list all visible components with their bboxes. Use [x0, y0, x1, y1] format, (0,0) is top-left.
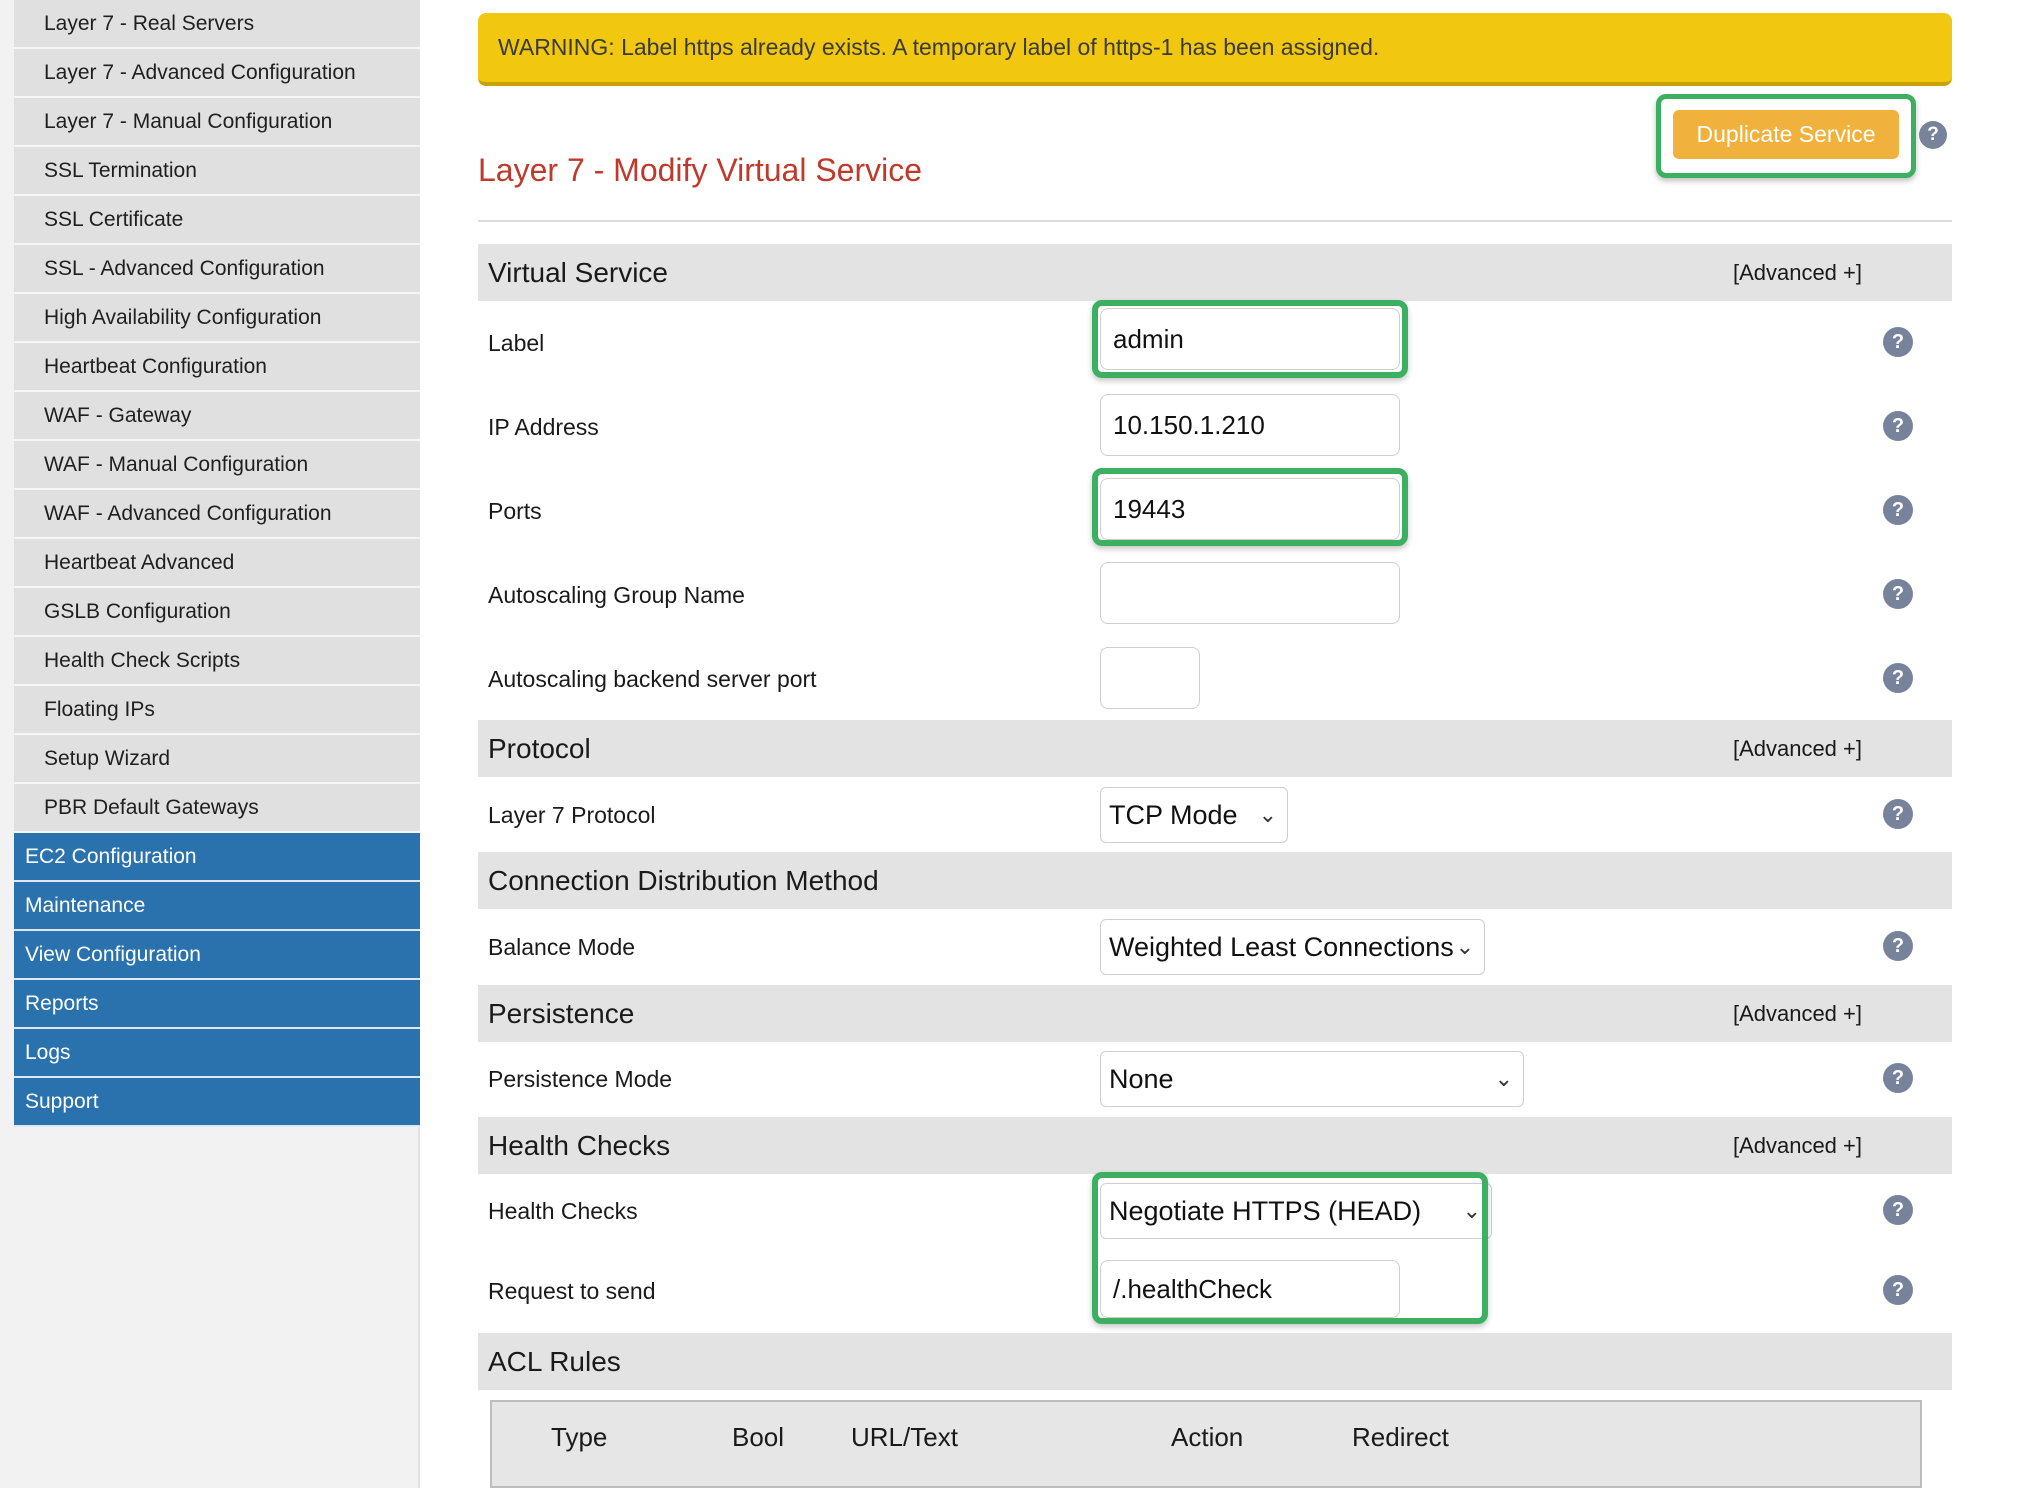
nav-item-waf-manual-configuration[interactable]: WAF - Manual Configuration: [14, 441, 420, 490]
nav-item-ssl-advanced-configuration[interactable]: SSL - Advanced Configuration: [14, 245, 420, 294]
section-protocol: [478, 720, 1952, 777]
duplicate-highlight: [1656, 94, 1916, 178]
section-acl-rules: [478, 1333, 1952, 1390]
balance-mode-label: Balance Mode: [488, 934, 636, 960]
nav-item-logs[interactable]: Logs: [14, 1029, 420, 1078]
request-to-send-label: Request to send: [488, 1278, 656, 1304]
section-title-persistence: Persistence: [488, 997, 635, 1029]
warning-banner: WARNING: Label https already exists. A temporary label of https-1 has been assigned.: [478, 13, 1952, 86]
autoscaling-group-name-help-icon[interactable]: ?: [1883, 579, 1913, 609]
title-divider: [478, 220, 1952, 222]
nav-item-layer7-advanced-configuration[interactable]: Layer 7 - Advanced Configuration: [14, 49, 420, 98]
ip-address-help-icon[interactable]: ?: [1883, 411, 1913, 441]
layer7-protocol-select[interactable]: [1100, 787, 1288, 843]
ports-input[interactable]: 19443: [1100, 478, 1400, 540]
autoscaling-group-name-label: Autoscaling Group Name: [488, 582, 745, 608]
ip-address-input[interactable]: 10.150.1.210: [1100, 394, 1400, 456]
persistence-mode-value: None: [1109, 1063, 1174, 1094]
health-checks-help-icon[interactable]: ?: [1883, 1195, 1913, 1225]
duplicate-help-icon[interactable]: ?: [1919, 121, 1947, 149]
persistence-mode-help-icon[interactable]: ?: [1883, 1063, 1913, 1093]
acl-column-action: Action: [1171, 1422, 1244, 1452]
chevron-down-icon: ⌄: [1455, 934, 1474, 959]
request-to-send-input[interactable]: /.healthCheck: [1100, 1260, 1400, 1318]
section-title-connection-distribution: Connection Distribution Method: [488, 864, 879, 896]
section-connection-distribution: [478, 852, 1952, 909]
acl-column-url-text: URL/Text: [851, 1422, 958, 1452]
chevron-down-icon: ⌄: [1494, 1066, 1513, 1091]
chevron-down-icon: ⌄: [1462, 1198, 1481, 1223]
nav-item-heartbeat-configuration[interactable]: Heartbeat Configuration: [14, 343, 420, 392]
health-checks-value: Negotiate HTTPS (HEAD): [1109, 1195, 1422, 1226]
nav-item-floating-ips[interactable]: Floating IPs: [14, 686, 420, 735]
nav-item-health-check-scripts[interactable]: Health Check Scripts: [14, 637, 420, 686]
autoscaling-port-input[interactable]: [1100, 647, 1200, 709]
ip-address-label: IP Address: [488, 414, 599, 440]
advanced-toggle-virtual-service[interactable]: [Advanced +]: [1732, 259, 1862, 285]
persistence-mode-label: Persistence Mode: [488, 1066, 673, 1092]
nav-item-pbr-default-gateways[interactable]: PBR Default Gateways: [14, 784, 420, 833]
label-help-icon[interactable]: ?: [1883, 327, 1913, 357]
advanced-toggle-protocol[interactable]: [Advanced +]: [1732, 735, 1862, 761]
duplicate-service-button[interactable]: Duplicate Service: [1673, 110, 1899, 159]
layer7-protocol-help-icon[interactable]: ?: [1883, 799, 1913, 829]
section-virtual-service: [478, 244, 1952, 301]
health-checks-select[interactable]: [1100, 1183, 1492, 1239]
ports-label: Ports: [488, 498, 542, 524]
section-title-acl-rules: ACL Rules: [488, 1345, 621, 1377]
nav-item-view-configuration[interactable]: View Configuration: [14, 931, 420, 980]
layer7-protocol-value: TCP Mode: [1109, 799, 1238, 830]
section-title-health-checks: Health Checks: [488, 1129, 671, 1161]
nav-item-waf-advanced-configuration[interactable]: WAF - Advanced Configuration: [14, 490, 420, 539]
nav-item-reports[interactable]: Reports: [14, 980, 420, 1029]
nav-item-heartbeat-advanced[interactable]: Heartbeat Advanced: [14, 539, 420, 588]
advanced-toggle-persistence[interactable]: [Advanced +]: [1732, 1000, 1862, 1026]
sidebar: [0, 0, 420, 1488]
balance-mode-value: Weighted Least Connections: [1109, 931, 1454, 962]
section-title-protocol: Protocol: [488, 732, 591, 764]
ports-help-icon[interactable]: ?: [1883, 495, 1913, 525]
nav-list: [14, 0, 420, 1127]
nav-item-ssl-termination[interactable]: SSL Termination: [14, 147, 420, 196]
acl-column-bool: Bool: [732, 1422, 785, 1452]
balance-mode-help-icon[interactable]: ?: [1883, 931, 1913, 961]
persistence-mode-select[interactable]: [1100, 1051, 1524, 1107]
chevron-down-icon: ⌄: [1258, 802, 1277, 827]
section-health-checks: [478, 1117, 1952, 1174]
layer7-protocol-label: Layer 7 Protocol: [488, 802, 656, 828]
nav-item-layer7-real-servers[interactable]: Layer 7 - Real Servers: [14, 0, 420, 49]
nav-item-high-availability[interactable]: High Availability Configuration: [14, 294, 420, 343]
section-persistence: [478, 985, 1952, 1042]
balance-mode-select[interactable]: [1100, 919, 1485, 975]
autoscaling-port-help-icon[interactable]: ?: [1883, 663, 1913, 693]
nav-item-gslb-configuration[interactable]: GSLB Configuration: [14, 588, 420, 637]
nav-item-setup-wizard[interactable]: Setup Wizard: [14, 735, 420, 784]
advanced-toggle-health-checks[interactable]: [Advanced +]: [1732, 1132, 1862, 1158]
label-field-label: Label: [488, 330, 545, 356]
acl-column-type: Type: [551, 1422, 608, 1452]
acl-column-redirect: Redirect: [1352, 1422, 1449, 1452]
autoscaling-port-label: Autoscaling backend server port: [488, 666, 817, 692]
nav-item-layer7-manual-configuration[interactable]: Layer 7 - Manual Configuration: [14, 98, 420, 147]
nav-item-ssl-certificate[interactable]: SSL Certificate: [14, 196, 420, 245]
nav-item-waf-gateway[interactable]: WAF - Gateway: [14, 392, 420, 441]
section-title-virtual-service: Virtual Service: [488, 256, 669, 288]
nav-item-ec2-configuration[interactable]: EC2 Configuration: [14, 833, 420, 882]
nav-item-maintenance[interactable]: Maintenance: [14, 882, 420, 931]
request-to-send-help-icon[interactable]: ?: [1883, 1275, 1913, 1305]
autoscaling-group-name-input[interactable]: [1100, 562, 1400, 624]
nav-item-support[interactable]: Support: [14, 1078, 420, 1127]
label-input[interactable]: admin: [1100, 308, 1400, 370]
health-checks-label: Health Checks: [488, 1198, 638, 1224]
page-title: Layer 7 - Modify Virtual Service: [478, 152, 923, 188]
